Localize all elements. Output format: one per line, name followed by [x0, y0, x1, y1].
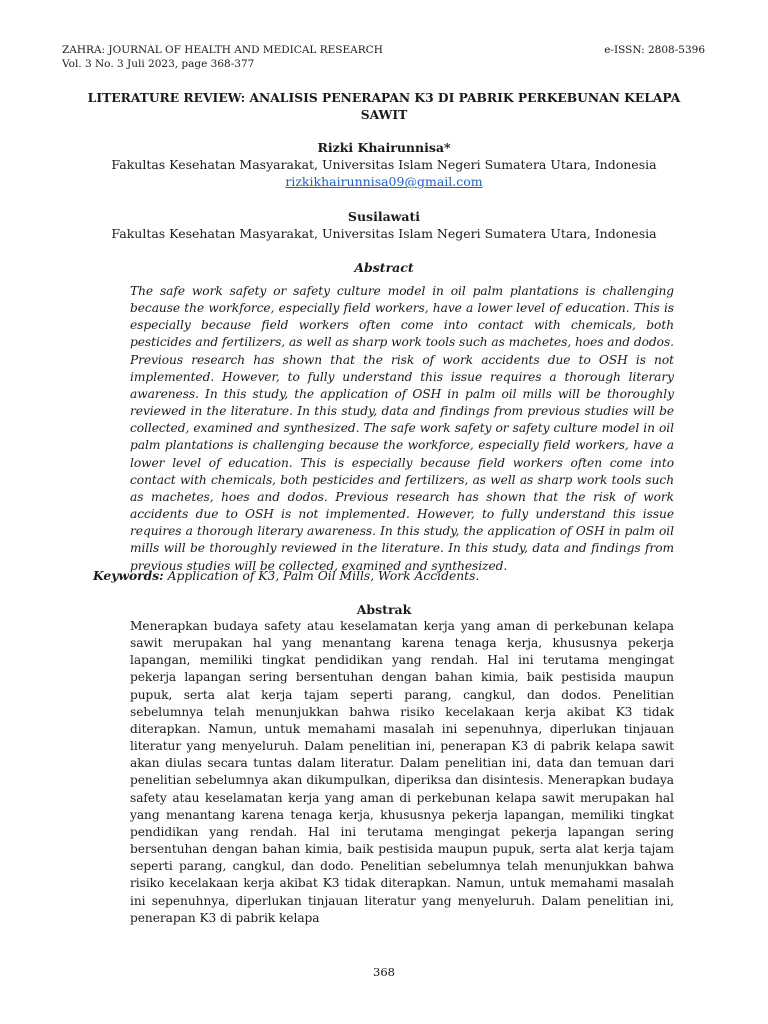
author-name: Susilawati: [347, 209, 421, 224]
title-line-1: LITERATURE REVIEW: ANALISIS PENERAPAN K3 DI PABRIK PERKEBUNAN KELAPA: [87, 90, 681, 105]
author-name: Rizki Khairunnisa*: [317, 140, 451, 155]
author-block-2: [62, 208, 706, 242]
author-affiliation: Fakultas Kesehatan Masyarakat, Universitas Islam Negeri Sumatera Utara, Indonesia: [111, 157, 657, 172]
keywords-text: Application of K3, Palm Oil Mills, Work Accidents.: [163, 569, 480, 583]
paper-title: [62, 89, 706, 123]
keywords-label: Keywords:: [93, 568, 164, 583]
author-email-link[interactable]: rizkikhairunnisa09@gmail.com: [285, 174, 483, 189]
page-number: 368: [373, 965, 395, 979]
abstract-text: The safe work safety or safety culture model in oil palm plantations is challenging because the workforce, especially field workers, have a lower level of education. This is especially because field workers often come into contact with chemicals, both pesticides and fertilizers, as well as sharp work tools such as machetes, hoes and dodos. Previous research has shown that the risk of work accidents due to OSH is not implemented. However, to fully understand this issue requires a thorough literary awareness. In this study, the application of OSH in palm oil mills will be thoroughly reviewed in the literature. In this study, data and findings from previous studies will be collected, examined and synthesized. The safe work safety or safety culture model in oil palm plantations is challenging because the workforce, especially field workers, have a lower level of education. This is especially because field workers often come into contact with chemicals, both pesticides and fertilizers, as well as sharp work tools such as machetes, hoes and dodos. Previous research has shown that the risk of work accidents due to OSH is not implemented. However, to fully understand this issue requires a thorough literary awareness. In this study, the application of OSH in palm oil mills will be thoroughly reviewed in the literature. In this study, data and findings from previous studies will be collected, examined and synthesized.: [130, 284, 674, 573]
abstract-heading: Abstract: [354, 260, 414, 275]
abstrak-text: Menerapkan budaya safety atau keselamatan kerja yang aman di perkebunan kelapa sawit merupakan hal yang menantang karena tenaga kerja, khususnya pekerja lapangan, memiliki tingkat pendidikan yang rendah. Hal ini terutama mengingat pekerja lapangan sering bersentuhan dengan bahan kimia, baik pestisida maupun pupuk, serta alat kerja tajam seperti parang, cangkul, dan dodos. Penelitian sebelumnya telah menunjukkan bahwa risiko kecelakaan kerja akibat K3 tidak diterapkan. Namun, untuk memahami masalah ini sepenuhnya, diperlukan tinjauan literatur yang menyeluruh. Dalam penelitian ini, penerapan K3 di pabrik kelapa sawit akan diulas secara tuntas dalam literatur. Dalam penelitian ini, data dan temuan dari penelitian sebelumnya akan dikumpulkan, diperiksa dan disintesis. Menerapkan budaya safety atau keselamatan kerja yang aman di perkebunan kelapa sawit merupakan hal yang menantang karena tenaga kerja, khususnya pekerja lapangan, memiliki tingkat pendidikan yang rendah. Hal ini terutama mengingat pekerja lapangan sering bersentuhan dengan bahan kimia, baik pestisida maupun pupuk, serta alat kerja tajam seperti parang, cangkul, dan dodo. Penelitian sebelumnya telah menunjukkan bahwa risiko kecelakaan kerja akibat K3 tidak diterapkan. Namun, untuk memahami masalah ini sepenuhnya, diperlukan tinjauan literatur yang menyeluruh. Dalam penelitian ini, penerapan K3 di pabrik kelapa: [130, 619, 674, 925]
title-line-2: SAWIT: [360, 107, 408, 122]
issn: e-ISSN: 2808-5396: [604, 44, 705, 56]
author-block-1: [62, 139, 706, 190]
keywords: [93, 568, 479, 583]
journal-name: ZAHRA: JOURNAL OF HEALTH AND MEDICAL RESEARCH: [62, 44, 383, 56]
abstrak-heading: Abstrak: [356, 602, 412, 617]
running-header: [62, 43, 383, 71]
author-affiliation: Fakultas Kesehatan Masyarakat, Universitas Islam Negeri Sumatera Utara, Indonesia: [111, 226, 657, 241]
volume-info: Vol. 3 No. 3 Juli 2023, page 368-377: [62, 58, 255, 70]
